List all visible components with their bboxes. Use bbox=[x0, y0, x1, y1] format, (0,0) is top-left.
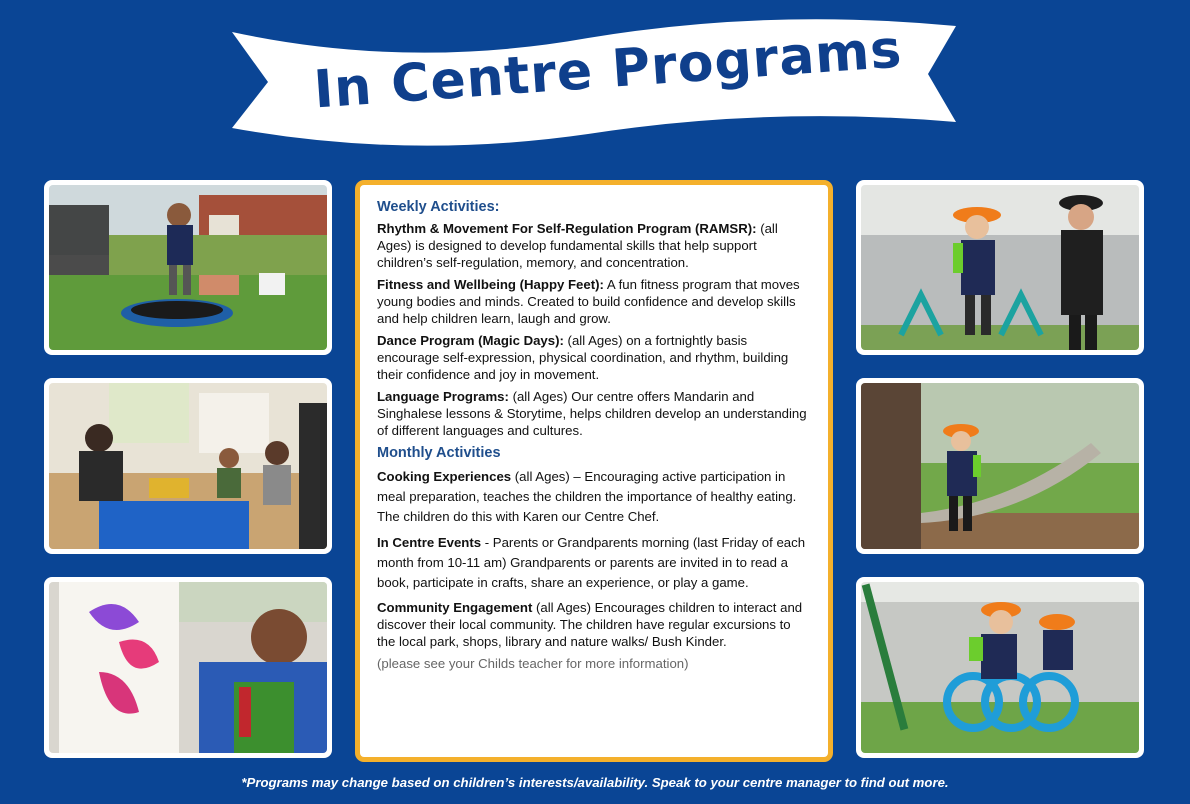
monthly-item-community bbox=[377, 599, 812, 650]
monthly-activities-heading: Monthly Activities bbox=[377, 445, 501, 461]
weekly-item-label: Dance Program (Magic Days): bbox=[377, 333, 564, 348]
monthly-item-label: Community Engagement bbox=[377, 600, 533, 615]
footer-disclaimer: *Programs may change based on children’s interests/availability. Speak to your centre manager to find out more. bbox=[241, 775, 949, 790]
weekly-item-label: Language Programs: bbox=[377, 389, 509, 404]
programs-card bbox=[355, 180, 833, 762]
photo-climbing-frame bbox=[856, 577, 1144, 758]
monthly-item-label: In Centre Events bbox=[377, 535, 482, 550]
monthly-item-events bbox=[377, 533, 812, 593]
weekly-item-happy-feet bbox=[377, 276, 812, 327]
weekly-item-dance bbox=[377, 332, 812, 383]
weekly-item-text: A fun fitness program that moves young bodies and minds. Created to build confidence and develop skills and help children learn, laugh and grow. bbox=[377, 277, 800, 326]
weekly-item-label: Fitness and Wellbeing (Happy Feet): bbox=[377, 277, 604, 292]
page-title: In Centre Programs bbox=[311, 19, 905, 121]
weekly-activities-heading: Weekly Activities: bbox=[377, 199, 500, 215]
photo-tree-log bbox=[856, 378, 1144, 554]
title-banner bbox=[228, 10, 968, 150]
weekly-item-ramsr bbox=[377, 220, 812, 271]
photo-trampoline bbox=[44, 180, 332, 355]
photo-classroom bbox=[44, 378, 332, 554]
teacher-info-note: (please see your Childs teacher for more information) bbox=[377, 656, 689, 671]
weekly-item-label: Rhythm & Movement For Self-Regulation Program (RAMSR): bbox=[377, 221, 757, 236]
monthly-item-cooking bbox=[377, 467, 812, 527]
weekly-item-language bbox=[377, 388, 812, 439]
monthly-item-text: (all Ages) Encourages children to interact and discover their local community. The children have regular excursions to the local park, shops, library and nature walks/ Bush Kinder. bbox=[377, 600, 803, 649]
photo-painting bbox=[44, 577, 332, 758]
photo-hat-outdoors bbox=[856, 180, 1144, 355]
weekly-item-text: (all Ages) Our centre offers Mandarin and Singhalese lessons & Storytime, helps children develop an understanding of different languages and cultures. bbox=[377, 389, 807, 438]
weekly-item-text: (all Ages) is designed to develop fundamental skills that help support children’s self-regulation, memory, and concentration. bbox=[377, 221, 778, 270]
monthly-item-label: Cooking Experiences bbox=[377, 469, 512, 484]
monthly-item-text: (all Ages) – Encouraging active participation in meal preparation, teaches the children the importance of healthy eating. The children do this with Karen our Centre Chef. bbox=[377, 469, 797, 524]
monthly-item-text: - Parents or Grandparents morning (last Friday of each month from 10-11 am) Grandparents or parents are invited in to read a book, participate in crafts, share an experience, or play a game. bbox=[377, 535, 806, 590]
weekly-item-text: (all Ages) on a fortnightly basis encourage self-expression, physical coordination, and rhythm, building their confidence and joy in movement. bbox=[377, 333, 789, 382]
